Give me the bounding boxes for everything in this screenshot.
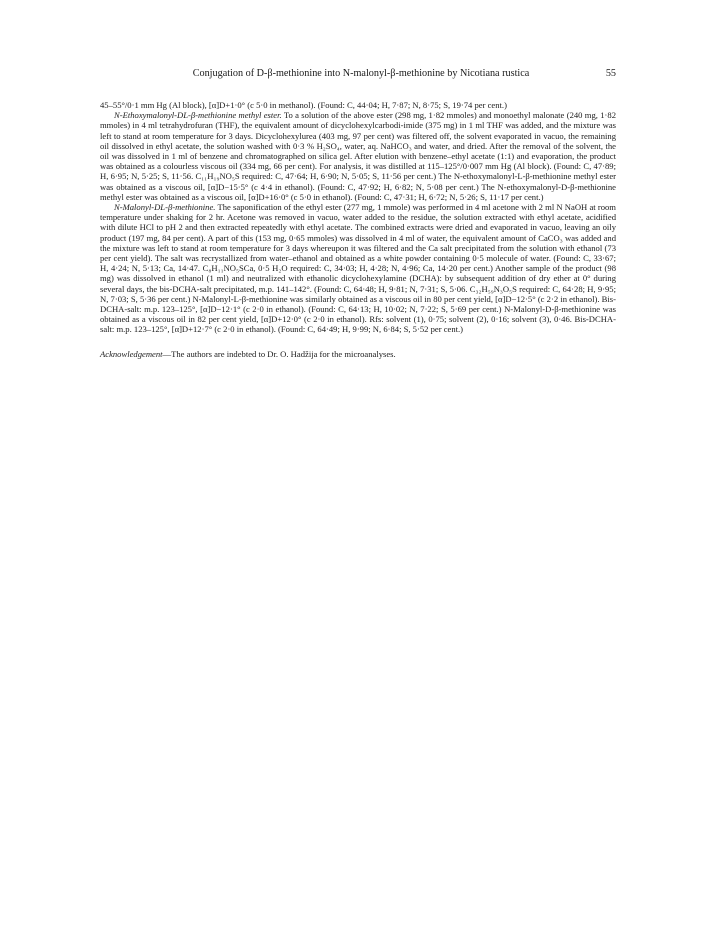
article-body [100,100,616,359]
paragraph-heading: N-Malonyl-DL-β-methionine. [114,202,216,213]
paragraph-malonyl-methionine [100,202,616,335]
paragraph-continuation [100,100,616,110]
paragraph-text: To a solution of the above ester (298 mg, 1·82 mmoles) and monoethyl malonate (240 mg, 1·82 mmoles) in 4 ml tetrahydrofuran (THF), the equivalent amount of dicyclohexylcarbodi-imide (375 mg) in 1 ml THF was added, and the mixture was left to stand at room temperature for 3 days. Dicyclohexylurea (403 mg, 97 per cent) was filtered off, the solvent evaporated in vacuo, the remaining oil dissolved in ethyl acetate, the solution washed with 0·3 % H₂SO₄, water, aq. NaHCO₃ and water, and dried. After the removal of the solvent, the oil was dissolved in 1 ml of benzene and chromatographed on silica gel. After elution with benzene–ethyl acetate (1:1) and evaporation, the product was obtained as a colourless viscous oil (334 mg, 66 per cent). For analysis, it was distilled at 115–125°/0·007 mm Hg (Al block). (Found: C, 47·89; H, 6·95; N, 5·25; S, 11·56. C₁₁H₁₉NO₅S required: C, 47·64; H, 6·90; N, 5·05; S, 11·56 per cent.) The N-ethoxymalonyl-L-β-methionine methyl ester was obtained as a viscous oil, [α]D−15·5° (c 4·4 in ethanol). (Found: C, 47·92; H, 6·82; N, 5·08 per cent.) The N-ethoxymalonyl-D-β-methionine methyl ester was obtained as a viscous oil, [α]D+16·0° (c 5·0 in ethanol). (Found: C, 47·31; H, 6·72; N, 5·26; S, 11·17 per cent.) [100,110,617,202]
running-head [100,68,616,80]
acknowledgement [100,349,616,359]
page-number: 55 [605,68,616,79]
acknowledgement-heading: Acknowledgement [100,348,163,359]
document-page [100,68,616,359]
running-head-title: Conjugation of D-β-methionine into N-malonyl-β-methionine by Nicotiana rustica [192,68,530,79]
paragraph-heading: N-Ethoxymalonyl-DL-β-methionine methyl ester. [114,110,282,121]
paragraph-text: 45–55°/0·1 mm Hg (Al block), [α]D+1·0° (c 5·0 in methanol). (Found: C, 44·04; H, 7·87; N, 8·75; S, 19·74 per cent.) [100,100,507,110]
acknowledgement-text: —The authors are indebted to Dr. O. Hadžija for the microanalyses. [162,348,396,359]
paragraph-text: The saponification of the ethyl ester (277 mg, 1 mmole) was performed in 4 ml acetone with 2 ml N NaOH at room temperature under shaking for 2 hr. Acetone was removed in vacuo, water added to the residue, the solution extracted with ethyl acetate, acidified with dilute HCl to pH 2 and then extracted repeatedly with ethyl acetate. The combined extracts were dried and evaporated in vacuo, leaving an oily product (197 mg, 84 per cent). A part of this (153 mg, 0·65 mmoles) was dissolved in 4 ml of water, the equivalent amount of CaCO₃ was added and the mixture was left to stand at room temperature for 3 days whereupon it was filtered and the Ca salt precipitated from the solution with ethanol (73 per cent yield). The salt was recrystallized from water–ethanol and obtained as a white powder containing 0·5 molecule of water. (Found: C, 33·67; H, 4·24; N, 5·13; Ca, 14·47. C₈H₁₁NO₅SCa, 0·5 H₂O required: C, 34·03; H, 4·28; N, 4·96; Ca, 14·20 per cent.) Another sample of the product (98 mg) was dissolved in ethanol (1 ml) and neutralized with ethanolic dicyclohexylamine (DCHA): by subsequent addition of dry ether at 0° during several days, the bis-DCHA-salt precipitated, m.p. 141–142°. (Found: C, 64·48; H, 9·81; N, 7·31; S, 5·06. C₃₂H₅₉N₃O₅S required: C, 64·28; H, 9·95; N, 7·03; S, 5·36 per cent.) N-Malonyl-L-β-methionine was similarly obtained as a viscous oil in 80 per cent yield, [α]D−12·5° (c 2·2 in ethanol). Bis-DCHA-salt: m.p. 123–125°, [α]D−12·1° (c 2·0 in ethanol). (Found: C, 64·13; H, 10·02; N, 7·22; S, 5·69 per cent.) N-Malonyl-D-β-methionine was obtained as a viscous oil in 82 per cent yield, [α]D+12·0° (c 2·0 in ethanol). Rfs: solvent (1), 0·75; solvent (2), 0·16; solvent (3), 0·46. Bis-DCHA-salt: m.p. 123–125°, [α]D+12·7° (c 2·0 in ethanol). (Found: C, 64·49; H, 9·99; N, 6·84; S, 5·52 per cent.) [100,202,616,335]
paragraph-ethoxymalonyl-ester [100,110,616,202]
